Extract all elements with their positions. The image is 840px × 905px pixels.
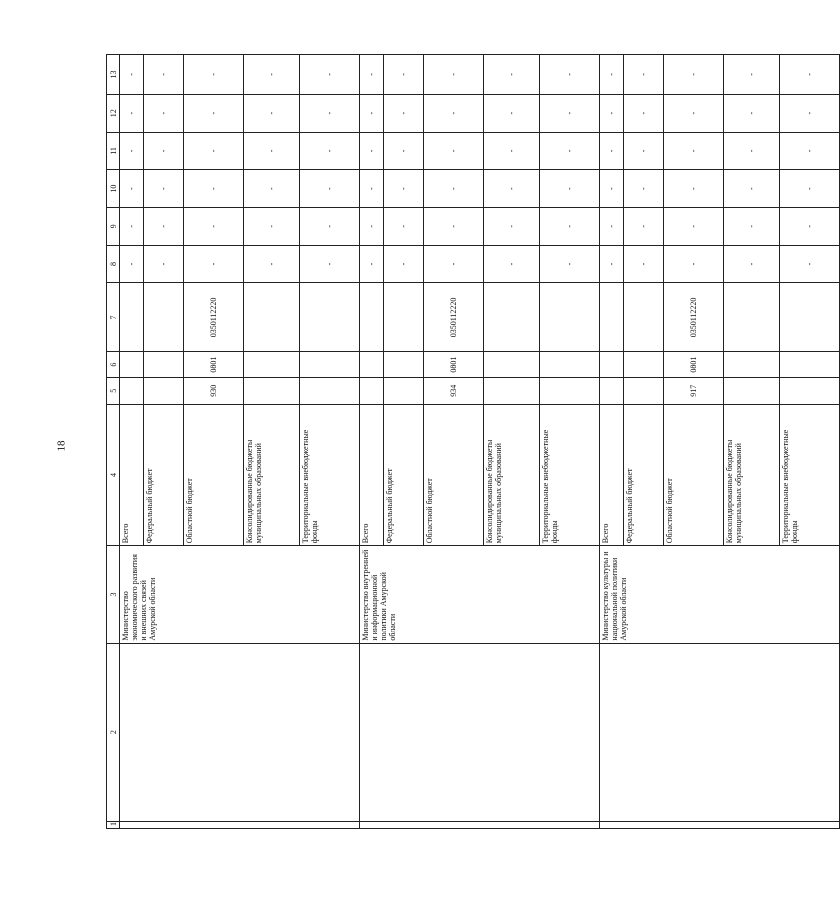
funding-source-cell: Федеральный бюджет <box>624 404 664 545</box>
value-cell: - <box>384 132 424 170</box>
value-cell: - <box>424 55 484 95</box>
value-cell: - <box>484 55 540 95</box>
table-body <box>120 55 840 829</box>
value-cell: - <box>300 94 360 132</box>
value-cell: - <box>724 94 780 132</box>
value-cell: - <box>624 132 664 170</box>
csr-code-cell <box>120 283 144 352</box>
csr-code-cell <box>244 283 300 352</box>
value-cell: - <box>484 94 540 132</box>
value-cell: - <box>360 245 384 283</box>
grbs-code-cell <box>600 377 624 404</box>
value-cell: - <box>540 207 600 245</box>
col-header: 6 <box>107 352 120 377</box>
rzpr-code-cell <box>540 352 600 377</box>
value-cell: - <box>424 170 484 208</box>
col-header: 4 <box>107 404 120 545</box>
value-cell: - <box>624 170 664 208</box>
csr-code-cell: 0350112220 <box>424 283 484 352</box>
rzpr-code-cell <box>600 352 624 377</box>
value-cell: - <box>184 245 244 283</box>
csr-code-cell <box>540 283 600 352</box>
value-cell: - <box>360 170 384 208</box>
value-cell: - <box>780 55 840 95</box>
value-cell: - <box>384 94 424 132</box>
col-header: 1 <box>107 821 120 828</box>
grbs-code-cell <box>300 377 360 404</box>
funding-source-cell: Всего <box>600 404 624 545</box>
funding-source-cell: Территориальные внебюджетные фонды <box>540 404 600 545</box>
col-header: 10 <box>107 170 120 208</box>
csr-code-cell <box>624 283 664 352</box>
value-cell: - <box>484 170 540 208</box>
value-cell: - <box>360 132 384 170</box>
value-cell: - <box>424 132 484 170</box>
rzpr-code-cell <box>484 352 540 377</box>
value-cell: - <box>244 94 300 132</box>
rzpr-code-cell <box>724 352 780 377</box>
value-cell: - <box>780 207 840 245</box>
value-cell: - <box>120 170 144 208</box>
value-cell: - <box>540 55 600 95</box>
value-cell: - <box>540 245 600 283</box>
value-cell: - <box>120 55 144 95</box>
value-cell: - <box>664 245 724 283</box>
value-cell: - <box>360 207 384 245</box>
value-cell: - <box>300 245 360 283</box>
value-cell: - <box>144 55 184 95</box>
value-cell: - <box>600 170 624 208</box>
rzpr-code-cell <box>244 352 300 377</box>
funding-source-cell: Консолидированные бюджеты муниципальных образований <box>724 404 780 545</box>
funding-source-cell: Территориальные внебюджетные фонды <box>780 404 840 545</box>
col-header: 3 <box>107 546 120 643</box>
funding-source-cell: Федеральный бюджет <box>384 404 424 545</box>
rzpr-code-cell: 0801 <box>184 352 244 377</box>
value-cell: - <box>724 132 780 170</box>
value-cell: - <box>664 94 724 132</box>
funding-source-cell: Консолидированные бюджеты муниципальных образований <box>484 404 540 545</box>
csr-code-cell <box>384 283 424 352</box>
csr-code-cell: 0350112220 <box>664 283 724 352</box>
value-cell: - <box>244 132 300 170</box>
grbs-code-cell: 917 <box>664 377 724 404</box>
grbs-code-cell <box>384 377 424 404</box>
value-cell: - <box>624 55 664 95</box>
value-cell: - <box>360 94 384 132</box>
value-cell: - <box>144 94 184 132</box>
value-cell: - <box>244 245 300 283</box>
value-cell: - <box>300 55 360 95</box>
funding-source-cell: Областной бюджет <box>664 404 724 545</box>
rotated-table-wrapper <box>106 54 814 829</box>
value-cell: - <box>384 245 424 283</box>
grbs-code-cell <box>244 377 300 404</box>
executor-cell: Министерство экономического развития и внешних связей Амурской области <box>120 546 360 643</box>
table-row <box>600 55 624 829</box>
rzpr-code-cell: 0801 <box>424 352 484 377</box>
value-cell: - <box>780 245 840 283</box>
grbs-code-cell <box>780 377 840 404</box>
col-header: 9 <box>107 207 120 245</box>
grbs-code-cell <box>540 377 600 404</box>
rzpr-code-cell <box>360 352 384 377</box>
value-cell: - <box>384 55 424 95</box>
cell-col1 <box>120 821 360 828</box>
funding-source-cell: Всего <box>120 404 144 545</box>
funding-source-cell: Федеральный бюджет <box>144 404 184 545</box>
value-cell: - <box>120 207 144 245</box>
value-cell: - <box>484 245 540 283</box>
value-cell: - <box>144 170 184 208</box>
value-cell: - <box>540 132 600 170</box>
value-cell: - <box>780 94 840 132</box>
page-number: 18 <box>55 440 68 452</box>
executor-cell: Министерство культуры и национальной политики Амурской области <box>600 546 840 643</box>
value-cell: - <box>724 170 780 208</box>
funding-source-cell: Консолидированные бюджеты муниципальных образований <box>244 404 300 545</box>
value-cell: - <box>244 170 300 208</box>
value-cell: - <box>144 207 184 245</box>
grbs-code-cell: 930 <box>184 377 244 404</box>
value-cell: - <box>624 94 664 132</box>
csr-code-cell <box>484 283 540 352</box>
value-cell: - <box>184 132 244 170</box>
csr-code-cell: 0350112220 <box>184 283 244 352</box>
value-cell: - <box>384 207 424 245</box>
value-cell: - <box>780 170 840 208</box>
cell-col2 <box>360 643 600 821</box>
value-cell: - <box>664 55 724 95</box>
csr-code-cell <box>144 283 184 352</box>
cell-col1 <box>360 821 600 828</box>
grbs-code-cell <box>360 377 384 404</box>
table-row <box>360 55 384 829</box>
grbs-code-cell: 934 <box>424 377 484 404</box>
value-cell: - <box>600 55 624 95</box>
rzpr-code-cell <box>624 352 664 377</box>
executor-cell: Министерство внутренней и информационной политики Амурской области <box>360 546 600 643</box>
value-cell: - <box>300 207 360 245</box>
value-cell: - <box>244 207 300 245</box>
value-cell: - <box>300 132 360 170</box>
value-cell: - <box>724 245 780 283</box>
csr-code-cell <box>724 283 780 352</box>
col-header: 2 <box>107 643 120 821</box>
value-cell: - <box>600 94 624 132</box>
grbs-code-cell <box>484 377 540 404</box>
grbs-code-cell <box>624 377 664 404</box>
csr-code-cell <box>360 283 384 352</box>
value-cell: - <box>120 132 144 170</box>
rzpr-code-cell <box>384 352 424 377</box>
value-cell: - <box>484 132 540 170</box>
value-cell: - <box>724 207 780 245</box>
col-header: 5 <box>107 377 120 404</box>
value-cell: - <box>484 207 540 245</box>
value-cell: - <box>724 55 780 95</box>
value-cell: - <box>300 170 360 208</box>
value-cell: - <box>624 245 664 283</box>
value-cell: - <box>540 170 600 208</box>
budget-table <box>106 54 840 829</box>
value-cell: - <box>664 207 724 245</box>
value-cell: - <box>600 132 624 170</box>
value-cell: - <box>540 94 600 132</box>
csr-code-cell <box>300 283 360 352</box>
value-cell: - <box>184 94 244 132</box>
funding-source-cell: Территориальные внебюджетные фонды <box>300 404 360 545</box>
value-cell: - <box>120 245 144 283</box>
value-cell: - <box>360 55 384 95</box>
value-cell: - <box>144 245 184 283</box>
rzpr-code-cell <box>144 352 184 377</box>
value-cell: - <box>624 207 664 245</box>
value-cell: - <box>424 94 484 132</box>
grbs-code-cell <box>120 377 144 404</box>
value-cell: - <box>600 245 624 283</box>
rzpr-code-cell <box>300 352 360 377</box>
funding-source-cell: Областной бюджет <box>424 404 484 545</box>
value-cell: - <box>120 94 144 132</box>
value-cell: - <box>424 207 484 245</box>
col-header: 7 <box>107 283 120 352</box>
grbs-code-cell <box>144 377 184 404</box>
grbs-code-cell <box>724 377 780 404</box>
value-cell: - <box>664 132 724 170</box>
csr-code-cell <box>600 283 624 352</box>
col-header: 8 <box>107 245 120 283</box>
value-cell: - <box>600 207 624 245</box>
funding-source-cell: Всего <box>360 404 384 545</box>
header-row <box>107 55 120 829</box>
value-cell: - <box>384 170 424 208</box>
cell-col2 <box>600 643 840 821</box>
value-cell: - <box>424 245 484 283</box>
cell-col1 <box>600 821 840 828</box>
funding-source-cell: Областной бюджет <box>184 404 244 545</box>
value-cell: - <box>780 132 840 170</box>
value-cell: - <box>184 55 244 95</box>
rzpr-code-cell <box>120 352 144 377</box>
table-row <box>120 55 144 829</box>
value-cell: - <box>184 207 244 245</box>
cell-col2 <box>120 643 360 821</box>
csr-code-cell <box>780 283 840 352</box>
value-cell: - <box>244 55 300 95</box>
value-cell: - <box>664 170 724 208</box>
rzpr-code-cell: 0801 <box>664 352 724 377</box>
col-header: 11 <box>107 132 120 170</box>
value-cell: - <box>184 170 244 208</box>
col-header: 13 <box>107 55 120 95</box>
col-header: 12 <box>107 94 120 132</box>
value-cell: - <box>144 132 184 170</box>
rzpr-code-cell <box>780 352 840 377</box>
